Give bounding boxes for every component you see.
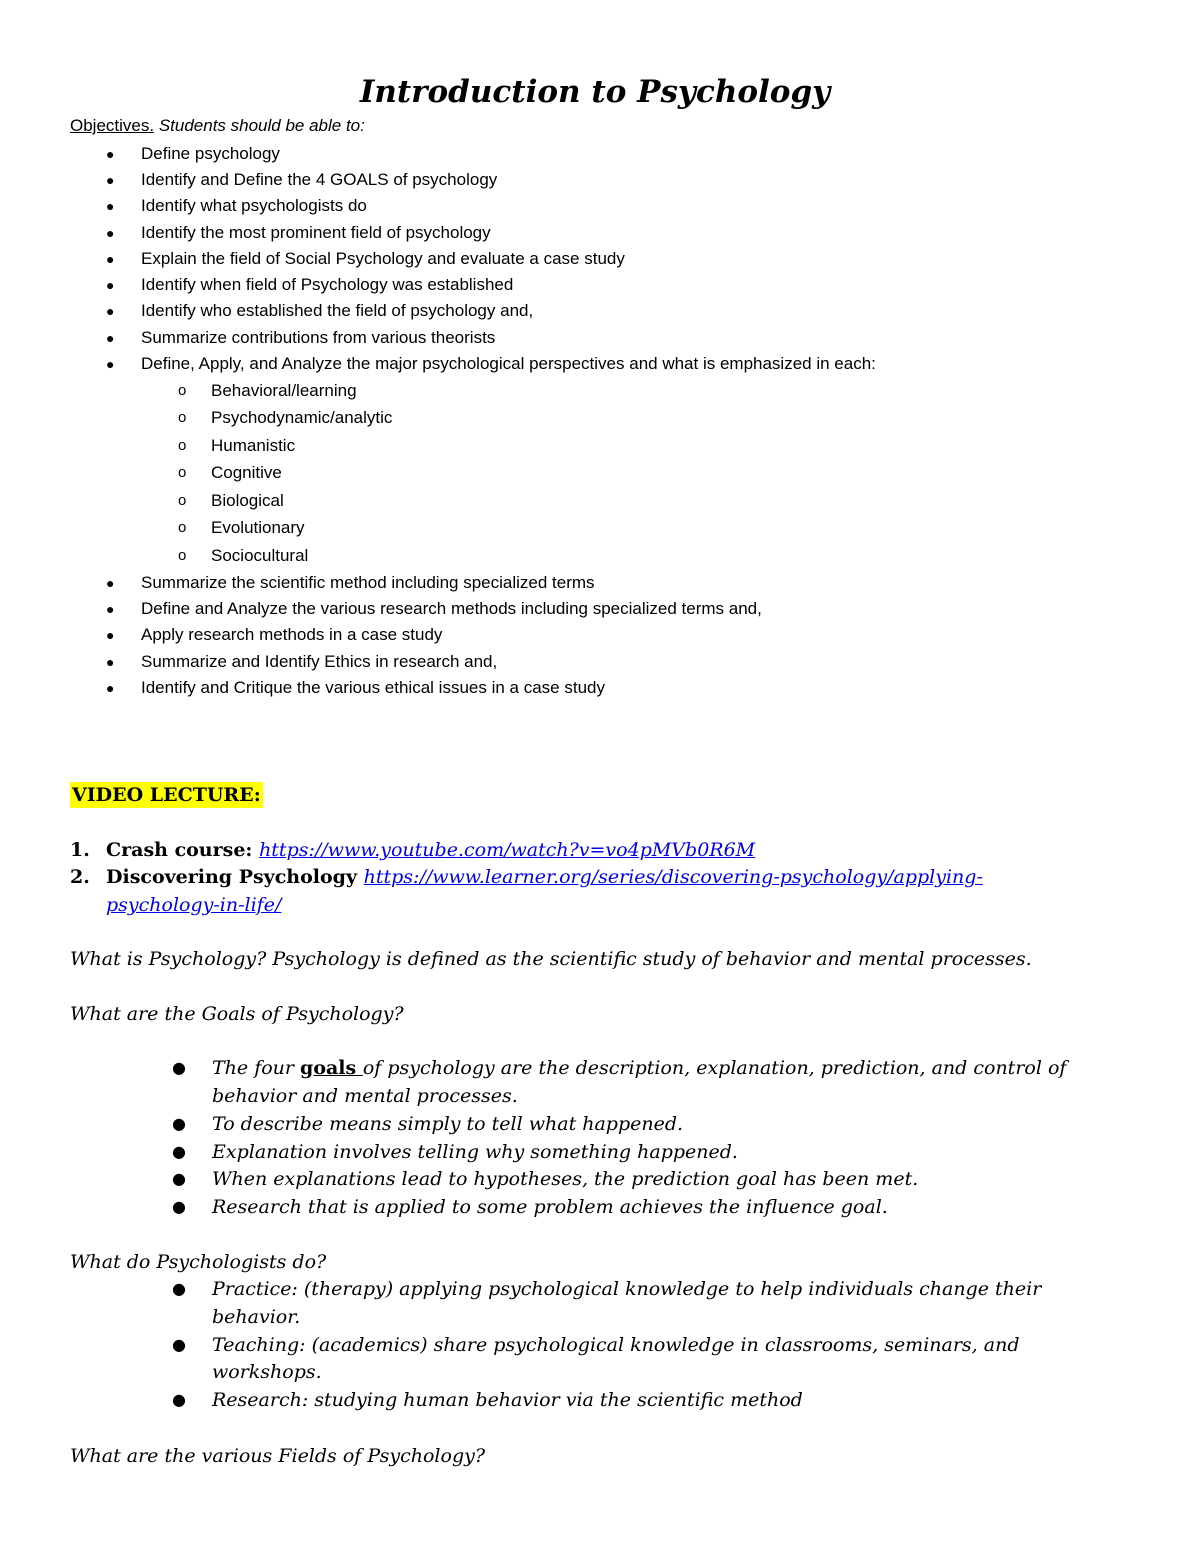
bullet-icon: ● — [172, 1335, 186, 1354]
bullet-icon: ● — [172, 1279, 186, 1298]
item-number: 2. — [70, 866, 90, 888]
bullet-icon: ● — [172, 1058, 186, 1077]
circle-bullet-icon: o — [178, 437, 187, 454]
discovering-psychology-link-continued[interactable]: psychology-in-life/ — [106, 894, 282, 916]
circle-bullet-icon: o — [178, 464, 187, 481]
bullet-icon: ● — [106, 146, 115, 162]
bullet-icon: ● — [106, 627, 115, 643]
bullet-icon: ● — [172, 1169, 186, 1188]
item-number: 1. — [70, 839, 90, 861]
circle-bullet-icon: o — [178, 519, 187, 536]
bullet-icon: ● — [106, 251, 115, 267]
what-is-psychology: What is Psychology? Psychology is defined as the scientific study of behavior and mental processes. — [70, 948, 1032, 970]
objectives-intro-text: Students should be able to: — [154, 116, 365, 135]
bullet-icon: ● — [106, 198, 115, 214]
video-item-label: Crash course: — [106, 839, 260, 861]
bullet-icon: ● — [172, 1142, 186, 1161]
bullet-icon: ● — [172, 1114, 186, 1133]
bullet-icon: ● — [106, 172, 115, 188]
video-item-label: Discovering Psychology — [106, 866, 364, 888]
page-title: Introduction to Psychology — [359, 74, 831, 110]
bullet-icon: ● — [172, 1197, 186, 1216]
bullet-icon: ● — [106, 680, 115, 696]
bullet-icon: ● — [106, 225, 115, 241]
bullet-icon: ● — [106, 575, 115, 591]
goals-question: What are the Goals of Psychology? — [70, 1003, 404, 1025]
discovering-psychology-link[interactable]: https://www.learner.org/series/discovering-psychology/applying- — [363, 866, 983, 888]
circle-bullet-icon: o — [178, 409, 187, 426]
objectives-intro — [70, 115, 365, 137]
bullet-icon: ● — [106, 356, 115, 372]
psychologists-do-question: What do Psychologists do? — [70, 1251, 327, 1273]
fields-question: What are the various Fields of Psychology? — [70, 1445, 486, 1467]
circle-bullet-icon: o — [178, 547, 187, 564]
circle-bullet-icon: o — [178, 382, 187, 399]
objectives-label: Objectives. — [70, 116, 155, 135]
bullet-icon: ● — [106, 330, 115, 346]
goals-emphasis: goals — [300, 1057, 363, 1079]
circle-bullet-icon: o — [178, 492, 187, 509]
bullet-icon: ● — [106, 277, 115, 293]
bullet-icon: ● — [106, 601, 115, 617]
video-lecture-heading: VIDEO LECTURE: — [72, 784, 261, 806]
bullet-icon: ● — [106, 654, 115, 670]
crash-course-link[interactable]: https://www.youtube.com/watch?v=vo4pMVb0R6M — [259, 839, 756, 861]
document-page: Introduction to Psychology Objectives. Students should be able to: ● Define psychology ● Identify and Define the 4 GOALS of psychology ● Identify what psychologists do ● Identify the most prominent field of psychology ● Explain the field of Social Psychology and evaluate a case study ● Identify when field of Psychology was established ● Identify who established the field of psychology and, ● Summarize contributions from various theorists ● Define, Apply, and Analyze the major psychological perspectives and what is emphasized in each: o Behavioral/learning o Psychodynamic/analytic o Humanistic o Cognitive o Biological o Evolutionary o Sociocultural ● Summarize the scientific method including specialized terms ● Define and Analyze the various research methods including specialized terms and, ● Apply research methods in a case study ● Summarize and Identify Ethics in research and, ● Identify and Critique the various ethical issues in a case study VIDEO LECTURE: 1. Crash course: https://www.youtube.com/watch?v=vo4pMVb0R6M 2. Discovering Psychology https://www.learner.org/series/discovering-psychology/applying- psychology-in-life/ What is Psychology? Psychology is defined as the scientific study of behavior and mental processes. What are the Goals of Psychology? ● The four goals of psychology are the description, explanation, prediction, and control of behavior and mental processes. ● To describe means simply to tell what happened. ● Explanation involves telling why something happened. ● When explanations lead to hypotheses, the prediction goal has been met. ● Research that is applied to some problem achieves the influence goal. What do Psychologists do? ● Practice: (therapy) applying psychological knowledge to help individuals change their behavior. ● Teaching: (academics) share psychological knowledge in classrooms, seminars, and workshops. ● Research: studying human behavior via the scientific method What are the various Fields of Psychology? — [0, 0, 1200, 1553]
bullet-icon: ● — [106, 303, 115, 319]
bullet-icon: ● — [172, 1390, 186, 1409]
